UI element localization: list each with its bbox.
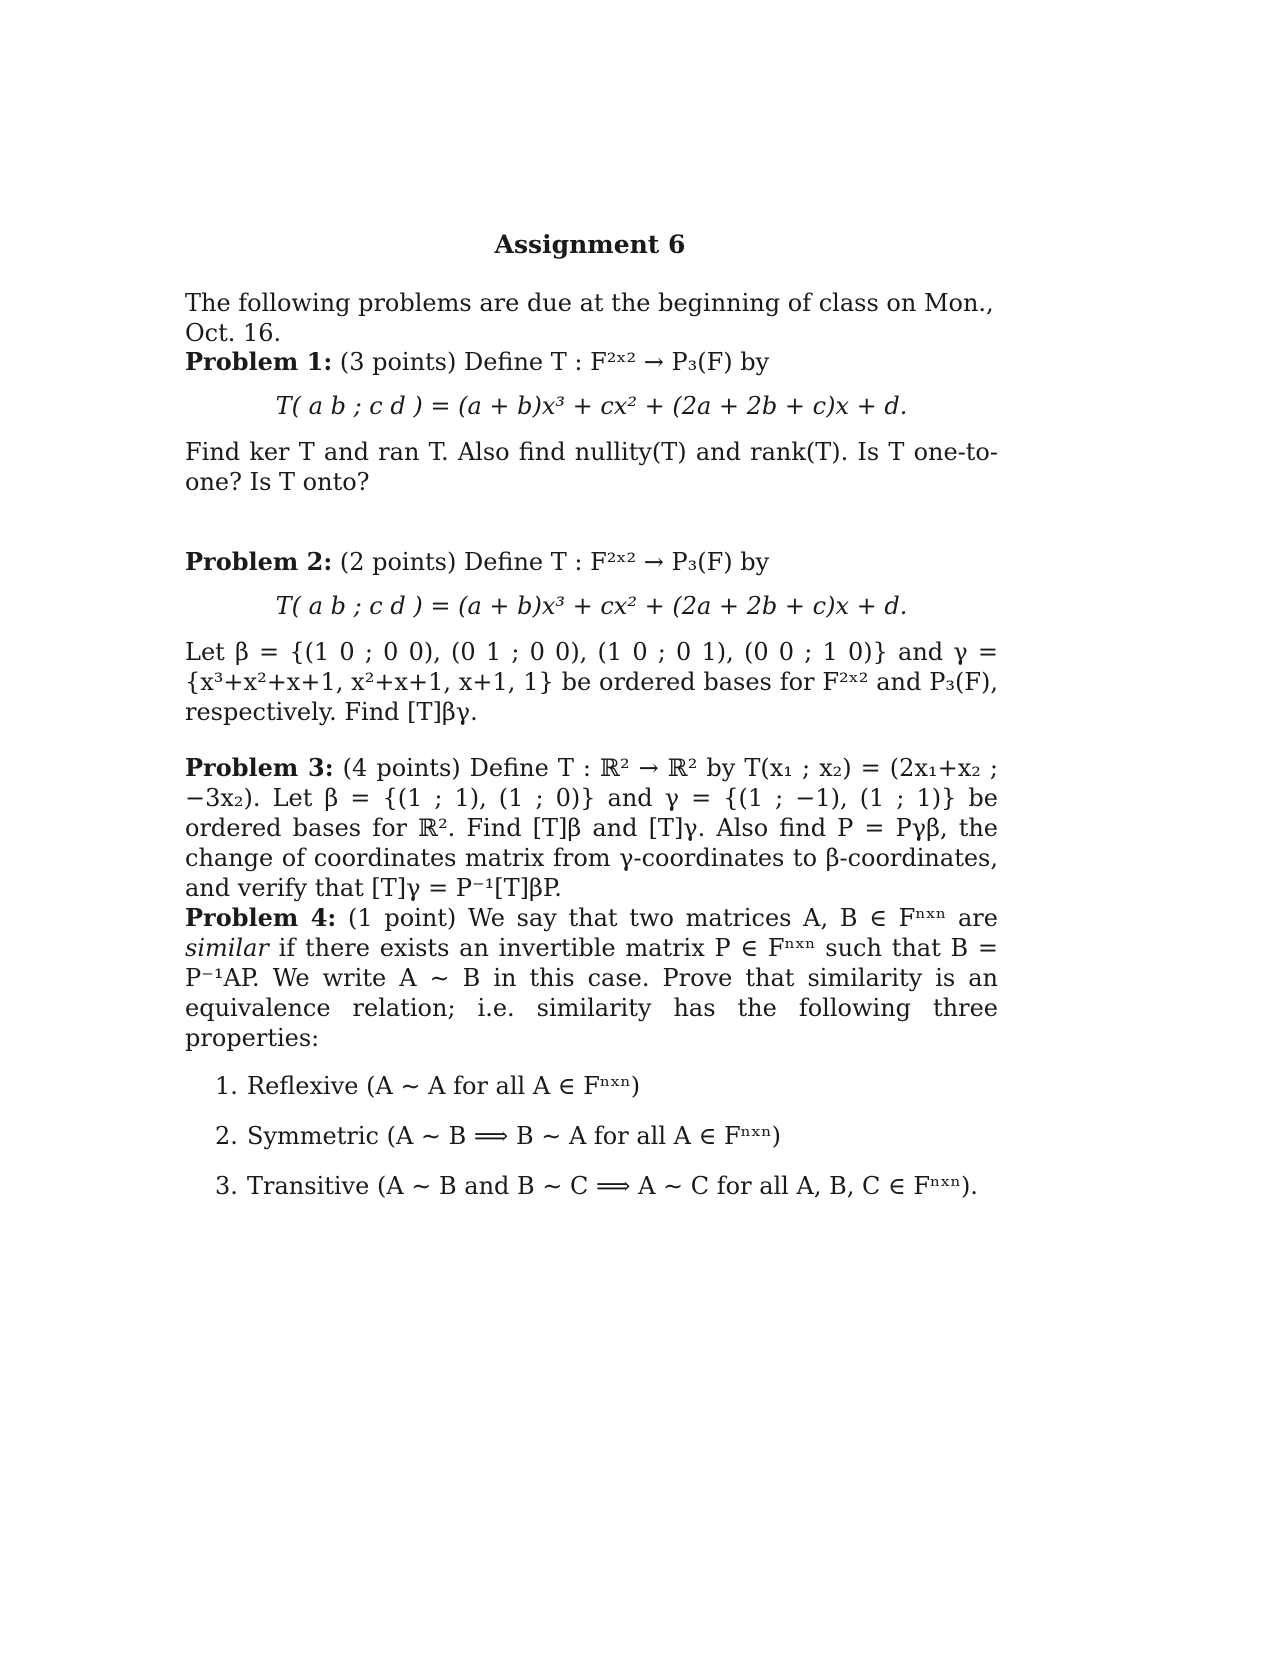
problem-2-text: (2 points) Define T : F²ˣ² → P₃(F) by	[339, 548, 770, 576]
problem-4	[185, 903, 998, 1221]
problem-3-label: Problem 3:	[185, 753, 334, 782]
problem-1-question: Find ker T and ran T. Also find nullity(T) and rank(T). Is T one-to-one? Is T onto?	[185, 438, 998, 496]
problem-3-statement	[185, 753, 998, 903]
problem-3-text: (4 points) Define T : ℝ² → ℝ² by T(x₁ ; x₂) = (2x₁+x₂ ; −3x₂). Let β = {(1 ; 1), (1 ; 0)} and γ = {(1 ; −1), (1 ; 1)} be ordered bases for ℝ². Find [T]β and [T]γ. Also find P = Pγβ, the change of coordinates matrix from γ-coordinates to β-coordinates, and verify that [T]γ = P⁻¹[T]βP.	[185, 754, 998, 902]
problem-2-equation: T( a b ; c d ) = (a + b)x³ + cx² + (2a + 2b + c)x + d.	[275, 592, 908, 620]
problem-1-text: (3 points) Define T : F²ˣ² → P₃(F) by	[339, 348, 770, 376]
problem-1-statement	[185, 347, 998, 377]
problem-3	[185, 753, 998, 903]
problem-1-label: Problem 1:	[185, 347, 333, 376]
assignment-title: Assignment 6	[494, 230, 686, 259]
problem-4-text-a: (1 point) We say that two matrices A, B ∈ Fⁿˣⁿ are	[347, 904, 998, 932]
intro-text: The following problems are due at the beginning of class on Mon., Oct. 16.	[185, 289, 994, 347]
list-item	[215, 1121, 998, 1151]
list-item-number: 3.	[215, 1172, 238, 1200]
properties-list	[185, 1071, 998, 1201]
problem-2-statement	[185, 547, 998, 577]
problem-4-statement	[185, 903, 998, 1053]
list-item-number: 1.	[215, 1072, 238, 1100]
list-item-number: 2.	[215, 1122, 238, 1150]
problem-4-label: Problem 4:	[185, 903, 337, 932]
list-item-text: Symmetric (A ∼ B ⟹ B ∼ A for all A ∈ Fⁿˣⁿ)	[247, 1122, 781, 1150]
problem-1	[185, 347, 998, 497]
list-item-text: Reflexive (A ∼ A for all A ∈ Fⁿˣⁿ)	[247, 1072, 641, 1100]
list-item-text: Transitive (A ∼ B and B ∼ C ⟹ A ∼ C for all A, B, C ∈ Fⁿˣⁿ).	[247, 1172, 978, 1200]
similar-word: similar	[185, 934, 269, 962]
problem-4-text-b: if there exists an invertible matrix P ∈ Fⁿˣⁿ such that B = P⁻¹AP. We write A ∼ B in this case. Prove that similarity is an equivalence relation; i.e. similarity has the following three properties:	[185, 934, 998, 1052]
list-item	[215, 1171, 998, 1201]
list-item	[215, 1071, 998, 1101]
problem-2	[185, 547, 998, 727]
problem-1-equation: T( a b ; c d ) = (a + b)x³ + cx² + (2a + 2b + c)x + d.	[275, 392, 908, 420]
problem-2-question: Let β = {(1 0 ; 0 0), (0 1 ; 0 0), (1 0 ; 0 1), (0 0 ; 1 0)} and γ = {x³+x²+x+1, x²+x+1, x+1, 1} be ordered bases for F²ˣ² and P₃(F), respectively. Find [T]βγ.	[185, 638, 998, 726]
problem-2-label: Problem 2:	[185, 547, 333, 576]
